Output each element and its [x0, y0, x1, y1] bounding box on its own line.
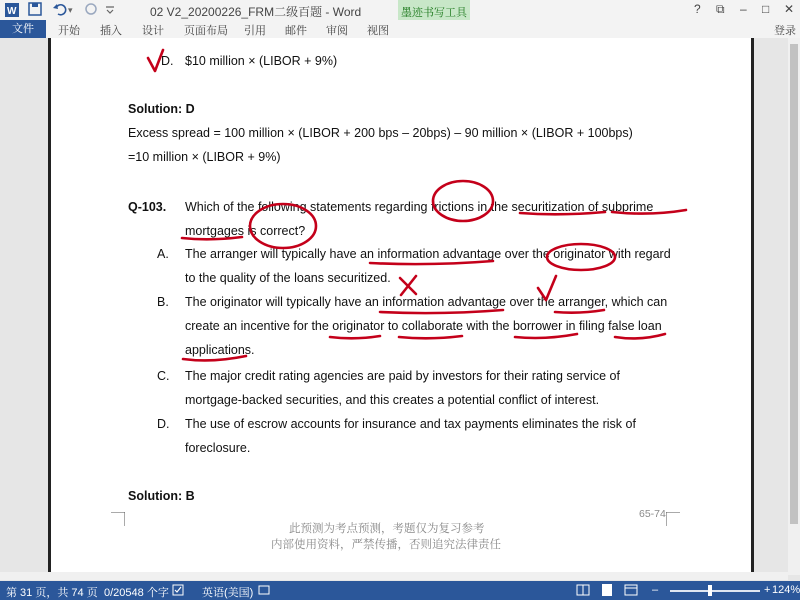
zoom-slider-thumb[interactable] — [708, 585, 712, 596]
option-d-prev-letter: D. — [161, 54, 174, 68]
ribbon-tabs — [0, 20, 800, 39]
solution-prev: Solution: D — [128, 102, 195, 116]
option-a-line-2: to the quality of the loans securitized. — [185, 271, 391, 285]
document-title: 02 V2_20200226_FRM二级百题 - Word — [150, 5, 362, 19]
option-a-line-1: The arranger will typically have an information advantage over the originator with regard — [185, 247, 671, 261]
tab-view[interactable]: 视图 — [367, 25, 389, 37]
question-label: Q-103. — [128, 200, 167, 214]
zoom-slider[interactable] — [670, 590, 760, 592]
excess-spread-line-2: =10 million × (LIBOR + 9%) — [128, 150, 281, 164]
ink-tools-title: 墨迹书写工具 — [401, 7, 467, 19]
tab-design[interactable]: 设计 — [142, 25, 164, 37]
option-b-line-1: The originator will typically have an information advantage over the arranger, which can — [185, 295, 668, 309]
word-count-status[interactable]: 0/20548 个字 — [104, 587, 169, 599]
title-bar — [0, 0, 800, 20]
close-button[interactable]: ✕ — [784, 2, 795, 16]
zoom-out-button[interactable]: – — [652, 584, 659, 596]
document-page[interactable] — [48, 38, 754, 575]
help-button[interactable]: ? — [694, 2, 701, 16]
status-bar — [0, 581, 800, 600]
tab-page-layout[interactable]: 页面布局 — [184, 25, 228, 37]
ribbon-display-options-button[interactable]: ⧉ — [716, 2, 725, 16]
horizontal-scrollbar[interactable] — [0, 572, 788, 580]
minimize-button[interactable]: – — [740, 2, 747, 16]
undo-icon[interactable] — [52, 2, 68, 18]
tab-file[interactable]: 文件 — [0, 20, 46, 38]
print-layout-icon[interactable] — [600, 584, 614, 599]
option-d-line-2: foreclosure. — [185, 441, 251, 455]
margin-corner-mark — [666, 512, 680, 526]
solution-label: Solution: B — [128, 489, 195, 503]
footer-notice-line-2: 内部使用资料，严禁传播，否则追究法律责任 — [271, 539, 501, 551]
zoom-in-button[interactable]: + — [764, 584, 771, 596]
redo-icon[interactable] — [84, 2, 98, 18]
question-text-line-1: Which of the following statements regarding frictions in the securitization of subprime — [185, 200, 654, 214]
option-a-letter: A. — [157, 247, 169, 261]
word-icon — [4, 2, 20, 18]
margin-corner-mark — [111, 512, 125, 526]
option-d-prev-text: $10 million × (LIBOR + 9%) — [185, 54, 338, 68]
language-status[interactable]: 英语(美国) — [202, 587, 254, 599]
option-b-line-3: applications. — [185, 343, 255, 357]
proofing-icon[interactable] — [172, 584, 184, 599]
customize-toolbar-icon[interactable] — [104, 2, 116, 18]
option-c-letter: C. — [157, 369, 170, 383]
option-c-line-1: The major credit rating agencies are paid by investors for their rating service of — [185, 369, 620, 383]
question-text-line-2: mortgages is correct? — [185, 224, 306, 238]
page-count-status[interactable]: 第 31 页，共 74 页 — [6, 587, 98, 599]
web-layout-icon[interactable] — [624, 584, 638, 599]
sign-in-link[interactable]: 登录 — [774, 25, 796, 37]
maximize-button[interactable]: □ — [762, 2, 770, 16]
option-b-letter: B. — [157, 295, 169, 309]
svg-text:W: W — [7, 6, 17, 17]
tab-home[interactable]: 开始 — [58, 25, 80, 37]
vertical-scroll-thumb[interactable] — [790, 44, 798, 524]
tab-insert[interactable]: 插入 — [100, 25, 122, 37]
save-icon[interactable] — [28, 2, 42, 18]
option-d-letter: D. — [157, 417, 170, 431]
tab-mailings[interactable]: 邮件 — [285, 25, 307, 37]
tab-review[interactable]: 审阅 — [326, 25, 348, 37]
macro-record-icon[interactable] — [258, 584, 270, 599]
option-c-line-2: mortgage-backed securities, and this creates a potential conflict of interest. — [185, 393, 600, 407]
excess-spread-line-1: Excess spread = 100 million × (LIBOR + 200 bps – 20bps) – 90 million × (LIBOR + 100bps) — [128, 126, 633, 140]
footer-notice-line-1: 此预测为考点预测，考题仅为复习参考 — [289, 523, 485, 535]
page-number: 65-74 — [639, 508, 666, 520]
option-d-line-1: The use of escrow accounts for insurance and tax payments eliminates the risk of — [185, 417, 636, 431]
read-mode-icon[interactable] — [576, 584, 590, 599]
undo-dropdown-icon[interactable]: ▾ — [68, 5, 73, 15]
tab-references[interactable]: 引用 — [244, 25, 266, 37]
zoom-level[interactable]: 124% — [772, 584, 800, 596]
document-workspace[interactable] — [0, 38, 800, 575]
vertical-scrollbar[interactable] — [788, 38, 800, 575]
option-b-line-2: create an incentive for the originator to collaborate with the borrower in filing false loan — [185, 319, 662, 333]
